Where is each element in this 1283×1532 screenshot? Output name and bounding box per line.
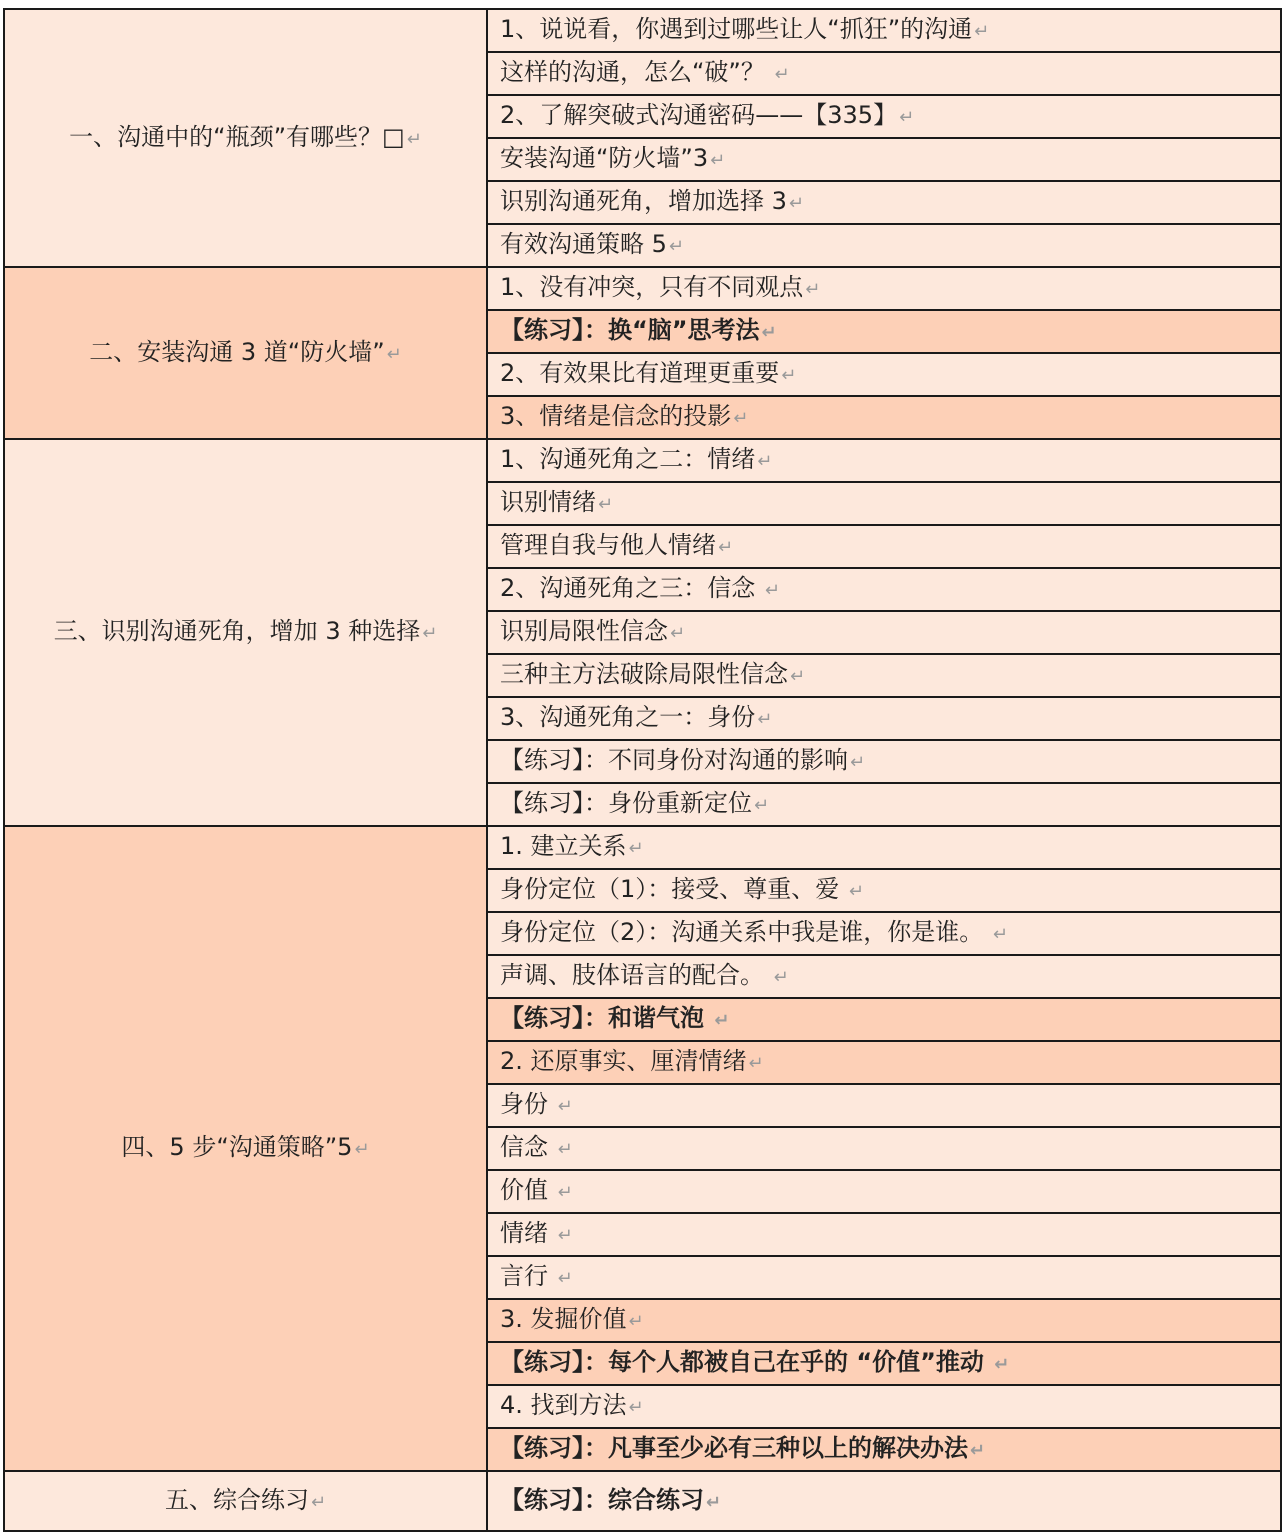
paragraph-mark-icon: ↵	[557, 1139, 573, 1160]
table-row	[4, 267, 1281, 310]
exercise-item: 【练习】：不同身份对沟通的影响 ↵	[487, 740, 1281, 783]
outline-item: 2、了解突破式沟通密码——【335】 ↵	[487, 95, 1281, 138]
section-title-2	[4, 267, 487, 439]
paragraph-mark-icon: ↵	[994, 1354, 1010, 1375]
paragraph-mark-icon: ↵	[557, 1225, 573, 1246]
paragraph-mark-icon: ↵	[628, 1397, 644, 1418]
section-title-text: 四、5 步“沟通策略”5	[121, 1133, 353, 1161]
paragraph-mark-icon: ↵	[668, 236, 684, 257]
outline-item: 身份定位（1）：接受、尊重、爱 ↵	[487, 869, 1281, 912]
paragraph-mark-icon: ↵	[761, 322, 777, 343]
paragraph-mark-icon: ↵	[628, 1311, 644, 1332]
outline-item: 1、说说看，你遇到过哪些让人“抓狂”的沟通 ↵	[487, 9, 1281, 52]
section-title-text: 五、综合练习	[164, 1485, 309, 1514]
table-row	[4, 826, 1281, 869]
outline-item: 3. 发掘价值 ↵	[487, 1299, 1281, 1342]
paragraph-mark-icon: ↵	[557, 1182, 573, 1203]
paragraph-mark-icon: ↵	[310, 1491, 327, 1513]
paragraph-mark-icon: ↵	[970, 1440, 986, 1461]
outline-item: 三种主方法破除局限性信念 ↵	[487, 654, 1281, 697]
paragraph-mark-icon: ↵	[557, 1096, 573, 1117]
exercise-item: 【练习】：凡事至少必有三种以上的解决办法 ↵	[487, 1428, 1281, 1471]
paragraph-mark-icon: ↵	[718, 537, 734, 558]
outline-table-wrapper	[3, 8, 1280, 1532]
paragraph-mark-icon: ↵	[628, 838, 644, 859]
paragraph-mark-icon: ↵	[670, 623, 686, 644]
exercise-item: 【练习】：综合练习 ↵	[487, 1471, 1281, 1531]
paragraph-mark-icon: ↵	[714, 1010, 730, 1031]
outline-item: 信念 ↵	[487, 1127, 1281, 1170]
outline-item: 识别局限性信念 ↵	[487, 611, 1281, 654]
paragraph-mark-icon: ↵	[774, 64, 790, 85]
section-title-text: 二、安装沟通 3 道“防火墙”	[89, 337, 385, 366]
section-title-4	[4, 826, 487, 1471]
table-row	[4, 439, 1281, 482]
outline-item: 3、沟通死角之一：身份 ↵	[487, 697, 1281, 740]
paragraph-mark-icon: ↵	[848, 881, 864, 902]
paragraph-mark-icon: ↵	[757, 451, 773, 472]
outline-item: 3、情绪是信念的投影 ↵	[487, 396, 1281, 439]
outline-item: 1、没有冲突，只有不同观点 ↵	[487, 267, 1281, 310]
paragraph-mark-icon: ↵	[850, 752, 866, 773]
outline-item: 识别情绪 ↵	[487, 482, 1281, 525]
table-row	[4, 1471, 1281, 1531]
paragraph-mark-icon: ↵	[386, 343, 402, 365]
exercise-item: 【练习】：每个人都被自己在乎的 “价值”推动 ↵	[487, 1342, 1281, 1385]
outline-item: 管理自我与他人情绪 ↵	[487, 525, 1281, 568]
outline-item: 2. 还原事实、厘清情绪 ↵	[487, 1041, 1281, 1084]
course-outline-table	[3, 8, 1282, 1532]
paragraph-mark-icon: ↵	[406, 128, 422, 150]
section-title-1	[4, 9, 487, 267]
paragraph-mark-icon: ↵	[706, 1491, 722, 1513]
outline-item: 声调、肢体语言的配合。 ↵	[487, 955, 1281, 998]
outline-item: 这样的沟通，怎么“破”？ ↵	[487, 52, 1281, 95]
section-title-3	[4, 439, 487, 826]
outline-item: 身份 ↵	[487, 1084, 1281, 1127]
section-title-5	[4, 1471, 487, 1531]
paragraph-mark-icon: ↵	[773, 967, 789, 988]
paragraph-mark-icon: ↵	[422, 623, 438, 644]
outline-item: 4. 找到方法 ↵	[487, 1385, 1281, 1428]
outline-item: 2、有效果比有道理更重要 ↵	[487, 353, 1281, 396]
paragraph-mark-icon: ↵	[733, 408, 749, 429]
outline-item: 识别沟通死角，增加选择 3 ↵	[487, 181, 1281, 224]
paragraph-mark-icon: ↵	[788, 193, 804, 214]
section-title-text: 三、识别沟通死角，增加 3 种选择	[53, 617, 421, 645]
outline-item: 1、沟通死角之二：情绪 ↵	[487, 439, 1281, 482]
paragraph-mark-icon: ↵	[805, 279, 821, 300]
paragraph-mark-icon: ↵	[790, 666, 806, 687]
section-title-text: 一、沟通中的“瓶颈”有哪些？	[69, 122, 383, 151]
paragraph-mark-icon: ↵	[899, 107, 915, 128]
table-row	[4, 9, 1281, 52]
paragraph-mark-icon: ↵	[754, 795, 770, 816]
outline-item: 2、沟通死角之三：信念 ↵	[487, 568, 1281, 611]
paragraph-mark-icon: ↵	[710, 150, 726, 171]
paragraph-mark-icon: ↵	[598, 494, 614, 515]
outline-item: 情绪 ↵	[487, 1213, 1281, 1256]
paragraph-mark-icon: ↵	[974, 21, 990, 42]
exercise-item: 【练习】：和谐气泡 ↵	[487, 998, 1281, 1041]
outline-item: 有效沟通策略 5 ↵	[487, 224, 1281, 267]
exercise-item: 【练习】：身份重新定位 ↵	[487, 783, 1281, 826]
outline-item: 言行 ↵	[487, 1256, 1281, 1299]
outline-item: 价值 ↵	[487, 1170, 1281, 1213]
square-mark: □	[382, 122, 405, 151]
paragraph-mark-icon: ↵	[992, 924, 1008, 945]
outline-item: 身份定位（2）：沟通关系中我是谁，你是谁。 ↵	[487, 912, 1281, 955]
outline-item: 1. 建立关系 ↵	[487, 826, 1281, 869]
paragraph-mark-icon: ↵	[557, 1268, 573, 1289]
paragraph-mark-icon: ↵	[764, 580, 780, 601]
exercise-item: 【练习】：换“脑”思考法 ↵	[487, 310, 1281, 353]
paragraph-mark-icon: ↵	[781, 365, 797, 386]
paragraph-mark-icon: ↵	[748, 1053, 764, 1074]
paragraph-mark-icon: ↵	[757, 709, 773, 730]
paragraph-mark-icon: ↵	[354, 1139, 370, 1160]
outline-item: 安装沟通“防火墙”3 ↵	[487, 138, 1281, 181]
